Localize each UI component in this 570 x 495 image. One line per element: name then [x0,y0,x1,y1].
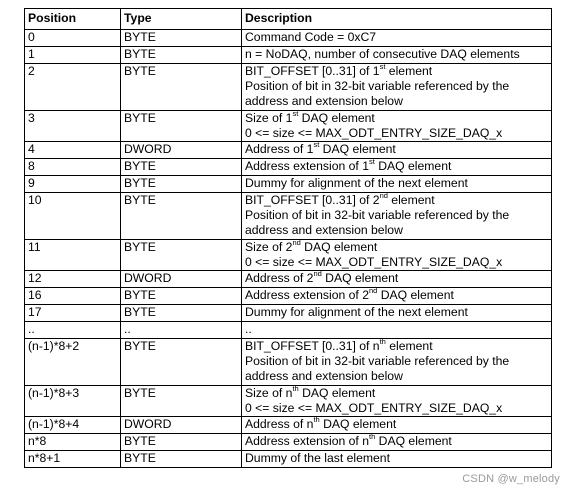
cell-type: BYTE [121,451,242,468]
description-line [245,451,548,466]
description-text: Address of n [245,417,314,432]
cell-position: (n-1)*8+2 [25,339,121,386]
table-row [25,142,552,159]
description-line [245,383,548,401]
table-row [25,451,552,468]
cell-type: BYTE [121,30,242,47]
cell-description [242,139,552,159]
cell-position: .. [25,322,121,339]
description-text: Address extension of 1 [245,159,369,174]
cell-type: DWORD [121,142,242,159]
cell-type: DWORD [121,271,242,288]
description-text: DAQ element [374,159,452,174]
description-line [245,336,548,354]
description-text: Position of bit in 32-bit variable referenced by the [245,79,510,94]
table-row [25,305,552,322]
description-text: Command Code = 0xC7 [245,30,377,44]
table-row [25,239,552,270]
description-line [245,401,548,416]
description-line [245,79,548,94]
description-text: address and extension below [245,369,403,384]
cell-position: 1 [25,47,121,64]
description-text: Size of 1 [245,110,293,125]
cell-description [242,268,552,288]
cell-position: 16 [25,288,121,305]
cell-position: 2 [25,64,121,111]
cell-position: (n-1)*8+3 [25,385,121,416]
table-row [25,271,552,288]
table-row [25,434,552,451]
description-text: DAQ element [298,110,375,125]
description-text: DAQ element [377,288,454,303]
table-row [25,193,552,240]
cell-description [242,285,552,305]
spec-table [24,8,552,468]
cell-description [242,156,552,176]
description-line [245,190,548,208]
description-text: n = NoDAQ, number of consecutive DAQ elements [245,47,520,61]
description-text: DAQ element [319,142,396,157]
cell-description [242,239,552,270]
description-text: BIT_OFFSET [0..31] of n [245,339,380,354]
cell-description [242,431,552,451]
ordinal-suffix: nd [379,190,388,200]
ordinal-suffix: th [379,336,386,346]
description-text: 0 <= size <= MAX_ODT_ENTRY_SIZE_DAQ_x [245,125,503,140]
description-text: DAQ element [319,417,397,432]
description-text: Address extension of 2 [245,288,369,303]
description-line [245,126,548,141]
table-row [25,159,552,176]
description-text: Dummy for alignment of the next element [245,176,468,191]
cell-description [242,110,552,141]
watermark: CSDN @w_melody [462,473,560,485]
cell-position: 3 [25,110,121,141]
table-row [25,47,552,64]
description-text: BIT_OFFSET [0..31] of 1 [245,64,380,78]
description-text: Address extension of n [245,434,369,449]
description-line [245,156,548,174]
header-row [25,9,552,30]
description-text: Size of n [245,385,293,400]
description-line [245,61,548,79]
ordinal-suffix: st [379,61,386,71]
description-text: BIT_OFFSET [0..31] of 2 [245,193,380,208]
cell-position: 9 [25,176,121,193]
cell-description [242,336,552,386]
cell-position: 12 [25,271,121,288]
description-text: element [387,193,435,208]
description-text: DAQ element [375,434,452,449]
ordinal-suffix: th [368,431,376,441]
header-type: Type [121,9,242,30]
cell-position: 11 [25,239,121,270]
table-row [25,30,552,47]
cell-type: DWORD [121,417,242,434]
table-row [25,385,552,416]
description-line [245,47,548,62]
table-row [25,288,552,305]
description-text: .. [245,322,252,337]
cell-position: 0 [25,30,121,47]
cell-description [242,414,552,434]
description-line [245,354,548,369]
description-line [245,431,548,449]
cell-type: BYTE [121,339,242,386]
cell-type: .. [121,322,242,339]
cell-type: BYTE [121,385,242,416]
cell-position: n*8+1 [25,451,121,468]
description-text: element [385,339,433,354]
table-row [25,176,552,193]
description-text: 0 <= size <= MAX_ODT_ENTRY_SIZE_DAQ_x [245,254,503,269]
cell-description [242,47,552,64]
cell-description [242,322,552,339]
description-line [245,208,548,223]
cell-type: BYTE [121,193,242,240]
description-text: element [385,64,433,78]
cell-type: BYTE [121,434,242,451]
description-text: address and extension below [245,94,403,109]
table-row [25,339,552,386]
cell-description [242,30,552,47]
description-line [245,414,548,432]
description-text: address and extension below [245,223,403,238]
description-line [245,268,548,286]
cell-type: BYTE [121,159,242,176]
cell-type: BYTE [121,239,242,270]
table-row [25,110,552,141]
description-text: DAQ element [298,385,376,400]
description-line [245,223,548,238]
description-text: Size of 2 [245,239,293,254]
table-row [25,322,552,339]
description-text: Dummy for alignment of the next element [245,305,468,320]
description-text: Address of 1 [245,142,314,157]
description-line [245,285,548,303]
ordinal-suffix: st [368,156,375,166]
cell-type: BYTE [121,47,242,64]
description-text: Address of 2 [245,271,314,286]
description-line [245,30,548,45]
ordinal-suffix: st [313,139,320,149]
description-line [245,94,548,109]
description-text: Position of bit in 32-bit variable referenced by the [245,354,510,369]
description-text: Dummy of the last element [245,451,390,466]
cell-position: 17 [25,305,121,322]
ordinal-suffix: nd [368,285,378,295]
header-position: Position [25,9,121,30]
ordinal-suffix: nd [313,268,322,278]
ordinal-suffix: st [292,108,299,118]
cell-position: 10 [25,193,121,240]
cell-description [242,61,552,111]
cell-description [242,451,552,468]
cell-description [242,176,552,193]
description-line [245,255,548,270]
cell-position: 8 [25,159,121,176]
cell-position: n*8 [25,434,121,451]
cell-position: (n-1)*8+4 [25,417,121,434]
description-text: DAQ element [300,239,378,254]
description-line [245,108,548,126]
description-line [245,237,548,255]
table-body [25,30,552,468]
cell-type: BYTE [121,176,242,193]
description-line [245,176,548,191]
cell-description [242,190,552,240]
cell-type: BYTE [121,64,242,111]
cell-type: BYTE [121,305,242,322]
cell-type: BYTE [121,110,242,141]
ordinal-suffix: nd [292,237,301,247]
cell-description [242,385,552,416]
ordinal-suffix: th [292,383,299,393]
description-line [245,305,548,320]
cell-description [242,305,552,322]
description-text: DAQ element [321,271,399,286]
cell-position: 4 [25,142,121,159]
description-line [245,322,548,337]
cell-type: BYTE [121,288,242,305]
description-text: Position of bit in 32-bit variable referenced by the [245,208,510,223]
header-description: Description [242,9,552,30]
table-row [25,417,552,434]
ordinal-suffix: th [313,414,320,424]
description-text: 0 <= size <= MAX_ODT_ENTRY_SIZE_DAQ_x [245,400,503,415]
description-line [245,139,548,157]
description-line [245,369,548,384]
table-row [25,64,552,111]
